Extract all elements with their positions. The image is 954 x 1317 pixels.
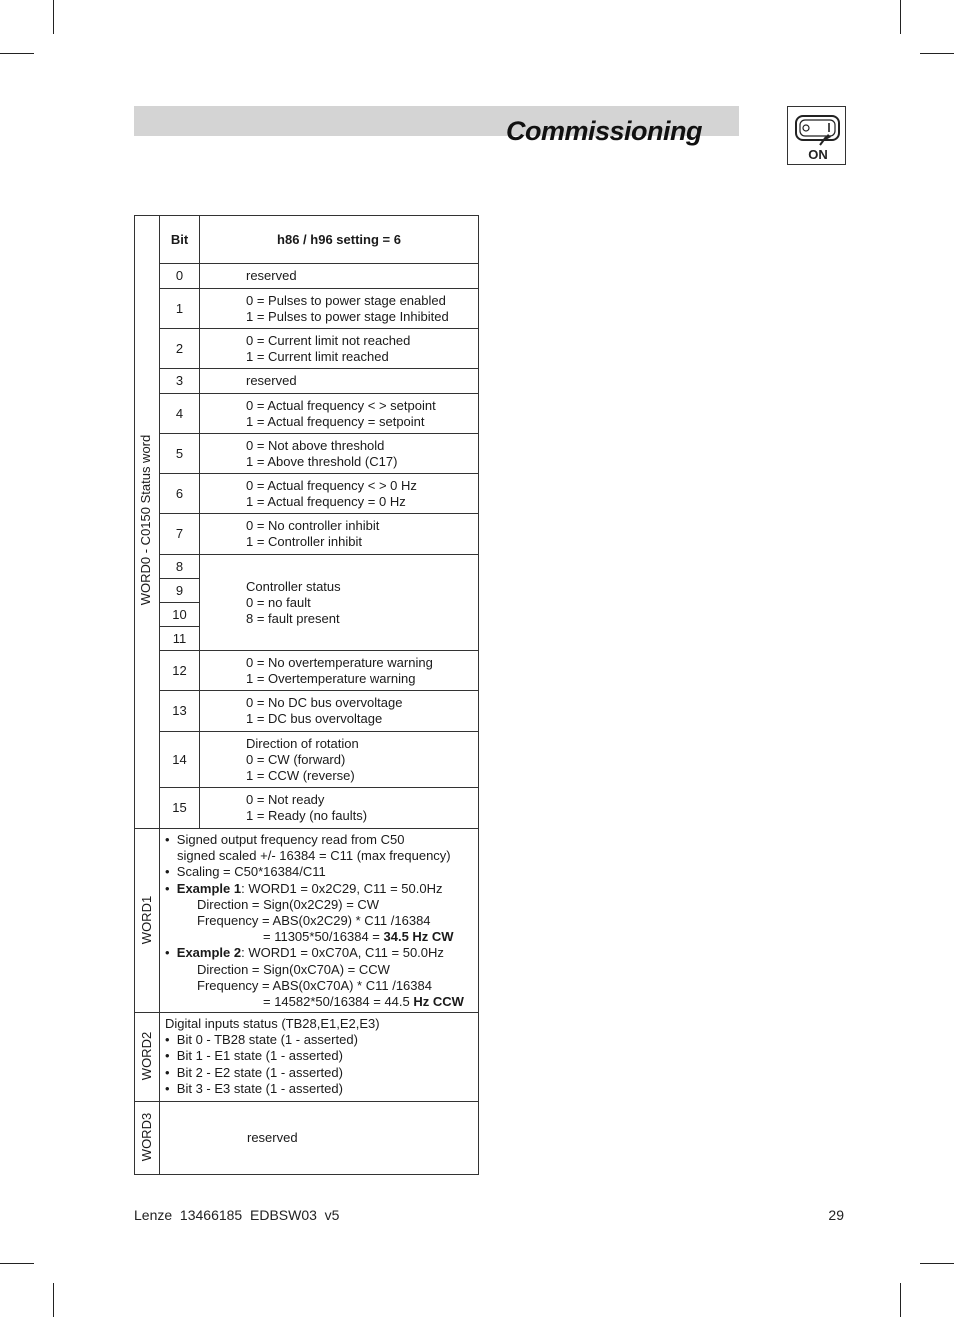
bit-description: 0 = Not above threshold 1 = Above threshold (C17) bbox=[246, 437, 398, 469]
bit-description: 0 = No overtemperature warning 1 = Overtemperature warning bbox=[246, 654, 433, 686]
bit-column-header: Bit bbox=[170, 231, 189, 247]
bit-number: 4 bbox=[175, 405, 184, 421]
word1-label: WORD1 bbox=[139, 895, 154, 945]
bit-number: 0 bbox=[175, 268, 184, 283]
word2-label: WORD2 bbox=[139, 1031, 154, 1081]
page-title: Commissioning bbox=[505, 116, 702, 146]
footer-document-id: Lenze 13466185 EDBSW03 v5 bbox=[134, 1207, 340, 1223]
bit-column-border bbox=[199, 215, 200, 828]
bit-description: 0 = Actual frequency < > setpoint 1 = Actual frequency = setpoint bbox=[246, 397, 436, 429]
bit-description: 0 = No DC bus overvoltage 1 = DC bus overvoltage bbox=[246, 695, 403, 726]
controller-status-description: Controller status 0 = no fault 8 = fault present bbox=[246, 578, 341, 626]
bit-number: 9 bbox=[175, 582, 184, 598]
bit-description: 0 = Current limit not reached 1 = Current limit reached bbox=[246, 332, 411, 364]
word3-label: WORD3 bbox=[139, 1112, 154, 1162]
setting-column-header: h86 / h96 setting = 6 bbox=[277, 231, 401, 247]
table-border bbox=[478, 215, 479, 1174]
bit-number: 13 bbox=[172, 703, 187, 718]
bit-description: 0 = Not ready 1 = Ready (no faults) bbox=[246, 792, 368, 823]
bit-number: 6 bbox=[175, 485, 184, 501]
bit-number: 15 bbox=[172, 800, 187, 815]
word0-label: WORD0 - C0150 Status word bbox=[138, 434, 153, 606]
bit-number: 8 bbox=[175, 558, 184, 574]
bit-description: reserved bbox=[246, 373, 297, 388]
table-border bbox=[134, 1174, 479, 1175]
table-border bbox=[134, 215, 135, 1174]
bit-description: 0 = Actual frequency < > 0 Hz 1 = Actual frequency = 0 Hz bbox=[246, 477, 417, 509]
page-number: 29 bbox=[828, 1207, 844, 1223]
bit-description: 0 = Pulses to power stage enabled 1 = Pulses to power stage Inhibited bbox=[246, 292, 449, 324]
bit-number: 1 bbox=[175, 300, 184, 316]
word2-description: Digital inputs status (TB28,E1,E2,E3) • Bit 0 - TB28 state (1 - asserted) • Bit 1 - E1 state (1 - asserted) • Bit 2 - E2 state (1 - asserted) • Bit 3 - E3 state (1 - asserted) bbox=[165, 1016, 380, 1096]
bit-number: 7 bbox=[175, 526, 184, 541]
bit-description: reserved bbox=[246, 268, 297, 283]
bit-number: 12 bbox=[172, 662, 187, 678]
on-label: ON bbox=[808, 147, 828, 162]
word1-description: • Signed output frequency read from C50 signed scaled +/- 16384 = C11 (max frequency) • Scaling = C50*16384/C11 • Example 1: WORD1 = 0x2C29, C11 = 50.0Hz Direction = Sign(0x2C29) = CW Frequency = ABS(0x2C29) * C11 /16384 = 11305*50/16384 = 34.5 Hz CW • Example 2: WORD1 = 0xC70A, C11 = 50.0Hz Direction = Sign(0xC70A) = CCW Frequency = ABS(0xC70A) * C11 /16384 = 14582*50/16384 = 44.5 Hz CCW bbox=[165, 832, 464, 1010]
bit-number: 3 bbox=[175, 373, 184, 388]
bit-number: 2 bbox=[175, 340, 184, 356]
word3-description: reserved bbox=[247, 1130, 298, 1145]
bit-description: 0 = No controller inhibit 1 = Controller inhibit bbox=[246, 518, 380, 549]
bit-number: 10 bbox=[172, 606, 187, 622]
bit-description: Direction of rotation 0 = CW (forward) 1 = CCW (reverse) bbox=[246, 735, 359, 783]
bit-number: 11 bbox=[172, 630, 187, 646]
bit-number: 5 bbox=[175, 445, 184, 461]
bit-number: 14 bbox=[172, 751, 187, 767]
